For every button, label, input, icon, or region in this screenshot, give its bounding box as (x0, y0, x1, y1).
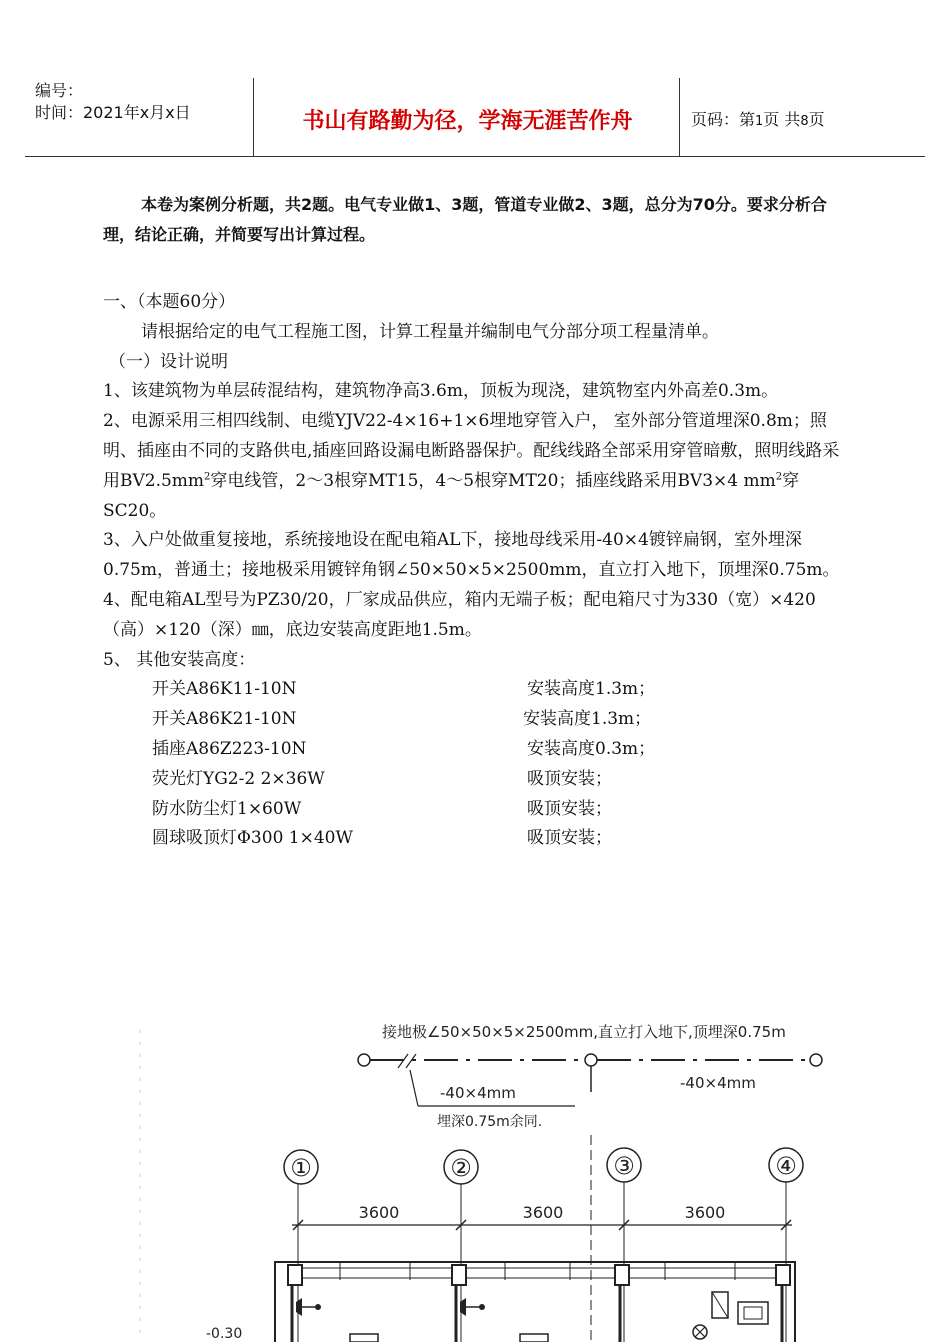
span-dimension: 3600 (522, 1203, 564, 1222)
list-item: 插座A86Z223-10N 安装高度0.3m； (152, 738, 656, 759)
column (615, 1265, 629, 1285)
axis-label: ③ (613, 1152, 635, 1180)
list-item: 开关A86K21-10N 安装高度1.3m； (152, 709, 652, 730)
ground-note: 接地极∠50×50×5×2500mm,直立打入地下,顶埋深0.75m (382, 1023, 786, 1041)
span-dimension: 3600 (358, 1203, 400, 1222)
time-label: 时间：2021年x月x日 (35, 103, 191, 122)
design-item-2: 2、电源采用三相四线制、电缆YJV22-4×16+1×6埋地穿管入户， 室外部分管道埋深0.8m；照明、插座由不同的支路供电,插座回路设漏电断路器保护。配线线路全部采用穿管暗敷，照明线路采用$BV2.5mm^2$穿电线管，2～3根穿MT15，4～5根穿MT20；插座线路采用BV3×4 $mm^2$穿SC20。 (103, 411, 840, 521)
page-prefix: 页码：第 (691, 110, 756, 129)
axis-label: ① (290, 1154, 312, 1182)
motto: 书山有路勤为径，学海无涯苦作舟 (302, 109, 633, 134)
electrical-drawing (0, 1000, 950, 1342)
document-body (103, 190, 848, 854)
page-total: 8 (800, 114, 809, 129)
flat-steel-label: -40×4mm (440, 1084, 516, 1102)
fluorescent-lamp (350, 1334, 378, 1342)
page-number (691, 107, 825, 130)
ground-rod-symbol (585, 1054, 597, 1066)
column (776, 1265, 790, 1285)
design-item-1: 1、该建筑物为单层砖混结构，建筑物净高3.6m，顶板为现浇，建筑物室内外高差0.3m。 (103, 381, 779, 402)
install-height-list (103, 675, 848, 854)
design-item-3: 3、入户处做重复接地，系统接地设在配电箱AL下，接地母线采用-40×4镀锌扁钢，室外埋深0.75m，普通土；接地极采用镀锌角钢∠50×50×5×2500mm，直立打入地下，顶埋深0.75m。 (103, 530, 840, 581)
column (452, 1265, 466, 1285)
ground-rod-symbol (358, 1054, 370, 1066)
header-divider (679, 78, 680, 156)
list-item: 防水防尘灯1×60W 吸顶安装； (152, 798, 612, 819)
page-current: 1 (755, 114, 764, 129)
flat-steel-label: -40×4mm (680, 1074, 756, 1092)
page-mid: 页 共 (763, 110, 801, 129)
elevation-label: -0.30 (206, 1326, 243, 1342)
header-divider (253, 78, 254, 156)
switch-symbol (296, 1298, 302, 1316)
section-title: （一）设计说明 (109, 351, 228, 372)
exam-intro: 本卷为案例分析题，共2题。电气专业做1、3题，管道专业做2、3题，总分为70分。要求分析合理，结论正确，并简要写出计算过程。 (103, 195, 827, 244)
column (288, 1265, 302, 1285)
depth-note: 埋深0.75m余同. (437, 1114, 543, 1130)
axis-label: ④ (775, 1152, 797, 1180)
design-item-5: 5、 其他安装高度： (103, 649, 256, 670)
list-item: 圆球吸顶灯Φ300 1×40W 吸顶安装； (152, 828, 612, 849)
list-item: 开关A86K11-10N 安装高度1.3m； (152, 679, 656, 700)
design-item-4: 4、配电箱AL型号为PZ30/20，厂家成品供应，箱内无端子板；配电箱尺寸为330（宽）×420（高）×120（深）㎜，底边安装高度距地1.5m。 (103, 589, 816, 640)
axis-label: ② (450, 1154, 472, 1182)
page-header (25, 78, 925, 157)
ground-rod-symbol (810, 1054, 822, 1066)
header-meta (35, 80, 191, 124)
question-description: 请根据给定的电气工程施工图，计算工程量并编制电气分部分项工程量清单。 (141, 321, 719, 342)
fluorescent-lamp (520, 1334, 548, 1342)
question-title: 一、（本题60分） (103, 292, 236, 312)
code-label: 编号： (35, 81, 84, 100)
span-dimension: 3600 (684, 1203, 726, 1222)
list-item: 荧光灯YG2-2 2×36W 吸顶安装； (152, 768, 612, 789)
page-suffix: 页 (808, 110, 825, 129)
